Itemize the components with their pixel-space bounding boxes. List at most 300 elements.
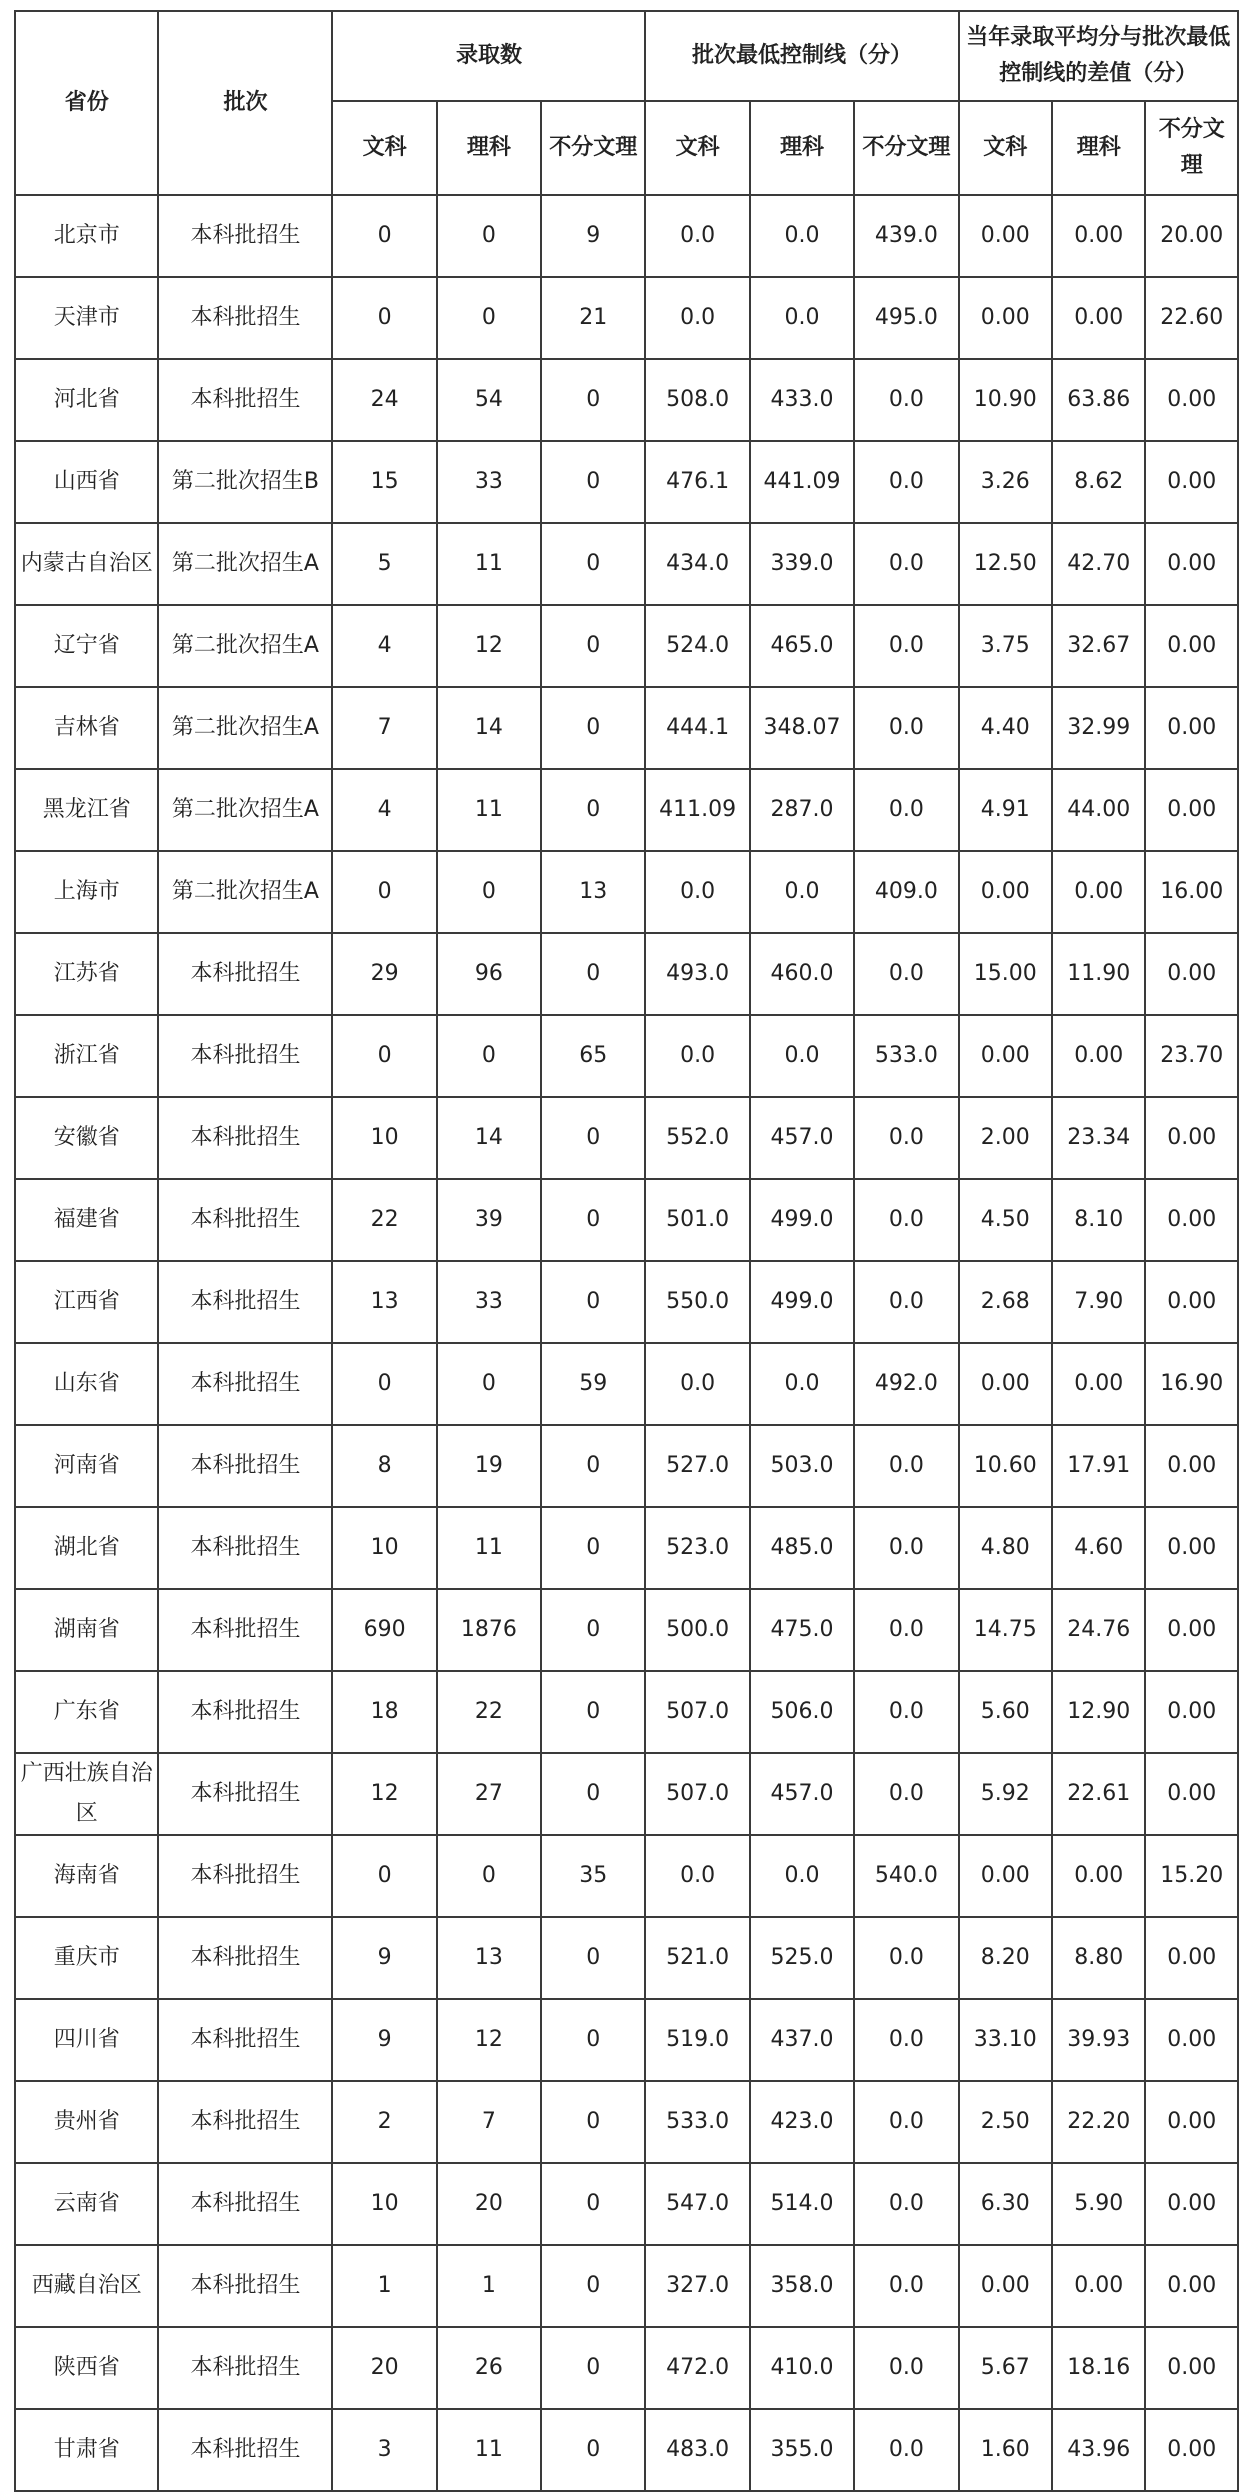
cell-diff-no-split: 15.20 bbox=[1145, 1835, 1238, 1917]
cell-admitted-no-split: 0 bbox=[541, 1507, 645, 1589]
cell-batch: 本科批招生 bbox=[158, 1999, 332, 2081]
cell-admitted-no-split: 9 bbox=[541, 195, 645, 277]
cell-admitted-liberal-arts: 10 bbox=[332, 1097, 436, 1179]
cell-line-science: 0.0 bbox=[750, 851, 854, 933]
cell-admitted-science: 33 bbox=[437, 441, 541, 523]
subheader-no-split: 不分文理 bbox=[854, 101, 958, 195]
cell-diff-no-split: 0.00 bbox=[1145, 1671, 1238, 1753]
admission-table bbox=[14, 10, 1239, 2492]
cell-province: 福建省 bbox=[15, 1179, 158, 1261]
subheader-science: 理科 bbox=[437, 101, 541, 195]
cell-admitted-liberal-arts: 18 bbox=[332, 1671, 436, 1753]
subheader-science: 理科 bbox=[1052, 101, 1145, 195]
cell-diff-science: 63.86 bbox=[1052, 359, 1145, 441]
cell-admitted-no-split: 0 bbox=[541, 605, 645, 687]
cell-admitted-no-split: 35 bbox=[541, 1835, 645, 1917]
cell-admitted-science: 11 bbox=[437, 523, 541, 605]
cell-admitted-no-split: 0 bbox=[541, 2327, 645, 2409]
cell-line-science: 287.0 bbox=[750, 769, 854, 851]
cell-diff-no-split: 0.00 bbox=[1145, 933, 1238, 1015]
table-row bbox=[15, 1425, 1238, 1507]
cell-province: 天津市 bbox=[15, 277, 158, 359]
cell-batch: 本科批招生 bbox=[158, 1835, 332, 1917]
header-province: 省份 bbox=[15, 11, 158, 195]
cell-line-liberal-arts: 0.0 bbox=[645, 1343, 749, 1425]
cell-line-liberal-arts: 527.0 bbox=[645, 1425, 749, 1507]
cell-province: 黑龙江省 bbox=[15, 769, 158, 851]
cell-batch: 本科批招生 bbox=[158, 1261, 332, 1343]
cell-diff-science: 32.67 bbox=[1052, 605, 1145, 687]
cell-admitted-science: 0 bbox=[437, 1835, 541, 1917]
cell-diff-no-split: 0.00 bbox=[1145, 1179, 1238, 1261]
cell-diff-liberal-arts: 15.00 bbox=[959, 933, 1052, 1015]
cell-admitted-science: 0 bbox=[437, 851, 541, 933]
cell-line-science: 358.0 bbox=[750, 2245, 854, 2327]
cell-diff-no-split: 0.00 bbox=[1145, 1507, 1238, 1589]
cell-admitted-science: 12 bbox=[437, 1999, 541, 2081]
cell-admitted-science: 1 bbox=[437, 2245, 541, 2327]
cell-diff-liberal-arts: 33.10 bbox=[959, 1999, 1052, 2081]
cell-line-science: 0.0 bbox=[750, 277, 854, 359]
cell-diff-no-split: 16.90 bbox=[1145, 1343, 1238, 1425]
cell-diff-science: 42.70 bbox=[1052, 523, 1145, 605]
cell-diff-liberal-arts: 14.75 bbox=[959, 1589, 1052, 1671]
cell-batch: 本科批招生 bbox=[158, 2081, 332, 2163]
cell-diff-liberal-arts: 4.40 bbox=[959, 687, 1052, 769]
cell-batch: 本科批招生 bbox=[158, 2327, 332, 2409]
cell-line-no-split: 0.0 bbox=[854, 2245, 958, 2327]
cell-line-liberal-arts: 476.1 bbox=[645, 441, 749, 523]
subheader-no-split: 不分文理 bbox=[1145, 101, 1238, 195]
table-row bbox=[15, 441, 1238, 523]
table-row bbox=[15, 1507, 1238, 1589]
cell-province: 江西省 bbox=[15, 1261, 158, 1343]
cell-batch: 本科批招生 bbox=[158, 359, 332, 441]
table-row bbox=[15, 1589, 1238, 1671]
cell-line-science: 506.0 bbox=[750, 1671, 854, 1753]
cell-admitted-no-split: 21 bbox=[541, 277, 645, 359]
cell-line-no-split: 0.0 bbox=[854, 605, 958, 687]
cell-line-science: 485.0 bbox=[750, 1507, 854, 1589]
cell-batch: 本科批招生 bbox=[158, 1507, 332, 1589]
cell-diff-liberal-arts: 12.50 bbox=[959, 523, 1052, 605]
cell-diff-no-split: 0.00 bbox=[1145, 1753, 1238, 1835]
cell-diff-no-split: 0.00 bbox=[1145, 769, 1238, 851]
cell-admitted-science: 39 bbox=[437, 1179, 541, 1261]
cell-admitted-no-split: 0 bbox=[541, 359, 645, 441]
cell-line-science: 465.0 bbox=[750, 605, 854, 687]
cell-admitted-no-split: 0 bbox=[541, 687, 645, 769]
cell-line-no-split: 0.0 bbox=[854, 523, 958, 605]
cell-batch: 本科批招生 bbox=[158, 1589, 332, 1671]
cell-diff-science: 8.80 bbox=[1052, 1917, 1145, 1999]
cell-line-science: 423.0 bbox=[750, 2081, 854, 2163]
table-row bbox=[15, 1343, 1238, 1425]
cell-diff-no-split: 0.00 bbox=[1145, 2327, 1238, 2409]
cell-admitted-no-split: 0 bbox=[541, 1999, 645, 2081]
cell-diff-liberal-arts: 2.00 bbox=[959, 1097, 1052, 1179]
cell-diff-liberal-arts: 8.20 bbox=[959, 1917, 1052, 1999]
cell-diff-science: 22.61 bbox=[1052, 1753, 1145, 1835]
table-row bbox=[15, 933, 1238, 1015]
cell-line-liberal-arts: 552.0 bbox=[645, 1097, 749, 1179]
cell-diff-science: 22.20 bbox=[1052, 2081, 1145, 2163]
cell-diff-liberal-arts: 3.26 bbox=[959, 441, 1052, 523]
cell-line-science: 499.0 bbox=[750, 1179, 854, 1261]
cell-diff-liberal-arts: 5.92 bbox=[959, 1753, 1052, 1835]
cell-line-liberal-arts: 500.0 bbox=[645, 1589, 749, 1671]
cell-province: 湖北省 bbox=[15, 1507, 158, 1589]
cell-diff-no-split: 0.00 bbox=[1145, 605, 1238, 687]
cell-admitted-liberal-arts: 9 bbox=[332, 1917, 436, 1999]
cell-line-liberal-arts: 0.0 bbox=[645, 1835, 749, 1917]
cell-province: 重庆市 bbox=[15, 1917, 158, 1999]
cell-admitted-science: 0 bbox=[437, 1343, 541, 1425]
cell-diff-liberal-arts: 4.80 bbox=[959, 1507, 1052, 1589]
cell-admitted-no-split: 0 bbox=[541, 441, 645, 523]
cell-admitted-liberal-arts: 4 bbox=[332, 769, 436, 851]
cell-batch: 本科批招生 bbox=[158, 1015, 332, 1097]
cell-batch: 第二批次招生A bbox=[158, 523, 332, 605]
cell-diff-science: 5.90 bbox=[1052, 2163, 1145, 2245]
cell-line-science: 0.0 bbox=[750, 195, 854, 277]
cell-admitted-no-split: 0 bbox=[541, 2245, 645, 2327]
cell-admitted-science: 0 bbox=[437, 195, 541, 277]
cell-admitted-science: 11 bbox=[437, 2409, 541, 2491]
cell-admitted-no-split: 0 bbox=[541, 1261, 645, 1343]
table-body bbox=[15, 195, 1238, 2491]
cell-admitted-liberal-arts: 2 bbox=[332, 2081, 436, 2163]
cell-line-science: 0.0 bbox=[750, 1015, 854, 1097]
cell-admitted-liberal-arts: 0 bbox=[332, 1343, 436, 1425]
cell-line-liberal-arts: 493.0 bbox=[645, 933, 749, 1015]
cell-diff-science: 44.00 bbox=[1052, 769, 1145, 851]
cell-diff-science: 43.96 bbox=[1052, 2409, 1145, 2491]
cell-diff-liberal-arts: 10.60 bbox=[959, 1425, 1052, 1507]
cell-province: 山西省 bbox=[15, 441, 158, 523]
cell-diff-liberal-arts: 3.75 bbox=[959, 605, 1052, 687]
cell-province: 辽宁省 bbox=[15, 605, 158, 687]
table-row bbox=[15, 769, 1238, 851]
cell-admitted-liberal-arts: 15 bbox=[332, 441, 436, 523]
cell-admitted-liberal-arts: 29 bbox=[332, 933, 436, 1015]
cell-line-liberal-arts: 0.0 bbox=[645, 277, 749, 359]
cell-admitted-liberal-arts: 1 bbox=[332, 2245, 436, 2327]
cell-line-no-split: 0.0 bbox=[854, 1589, 958, 1671]
cell-line-science: 437.0 bbox=[750, 1999, 854, 2081]
header-batch: 批次 bbox=[158, 11, 332, 195]
cell-line-liberal-arts: 444.1 bbox=[645, 687, 749, 769]
cell-admitted-science: 12 bbox=[437, 605, 541, 687]
cell-admitted-science: 96 bbox=[437, 933, 541, 1015]
cell-province: 西藏自治区 bbox=[15, 2245, 158, 2327]
cell-diff-no-split: 0.00 bbox=[1145, 1097, 1238, 1179]
cell-line-liberal-arts: 507.0 bbox=[645, 1753, 749, 1835]
cell-line-science: 355.0 bbox=[750, 2409, 854, 2491]
table-row bbox=[15, 687, 1238, 769]
cell-line-no-split: 0.0 bbox=[854, 1671, 958, 1753]
cell-province: 甘肃省 bbox=[15, 2409, 158, 2491]
table-row bbox=[15, 1835, 1238, 1917]
cell-diff-no-split: 0.00 bbox=[1145, 2163, 1238, 2245]
cell-admitted-liberal-arts: 12 bbox=[332, 1753, 436, 1835]
cell-batch: 本科批招生 bbox=[158, 1425, 332, 1507]
cell-province: 湖南省 bbox=[15, 1589, 158, 1671]
cell-line-liberal-arts: 434.0 bbox=[645, 523, 749, 605]
cell-admitted-science: 14 bbox=[437, 1097, 541, 1179]
cell-admitted-liberal-arts: 8 bbox=[332, 1425, 436, 1507]
table-row bbox=[15, 1097, 1238, 1179]
cell-diff-liberal-arts: 0.00 bbox=[959, 2245, 1052, 2327]
cell-admitted-no-split: 0 bbox=[541, 1179, 645, 1261]
cell-batch: 本科批招生 bbox=[158, 1753, 332, 1835]
cell-admitted-science: 11 bbox=[437, 1507, 541, 1589]
cell-province: 安徽省 bbox=[15, 1097, 158, 1179]
cell-line-liberal-arts: 472.0 bbox=[645, 2327, 749, 2409]
subheader-no-split: 不分文理 bbox=[541, 101, 645, 195]
cell-diff-no-split: 0.00 bbox=[1145, 2409, 1238, 2491]
cell-diff-no-split: 0.00 bbox=[1145, 687, 1238, 769]
cell-admitted-liberal-arts: 13 bbox=[332, 1261, 436, 1343]
cell-batch: 本科批招生 bbox=[158, 1671, 332, 1753]
cell-admitted-science: 0 bbox=[437, 1015, 541, 1097]
cell-province: 四川省 bbox=[15, 1999, 158, 2081]
cell-diff-liberal-arts: 1.60 bbox=[959, 2409, 1052, 2491]
cell-diff-science: 8.62 bbox=[1052, 441, 1145, 523]
cell-admitted-no-split: 0 bbox=[541, 2409, 645, 2491]
cell-diff-no-split: 0.00 bbox=[1145, 1425, 1238, 1507]
cell-province: 吉林省 bbox=[15, 687, 158, 769]
cell-batch: 本科批招生 bbox=[158, 2409, 332, 2491]
cell-admitted-science: 1876 bbox=[437, 1589, 541, 1671]
cell-diff-liberal-arts: 10.90 bbox=[959, 359, 1052, 441]
cell-line-no-split: 0.0 bbox=[854, 2409, 958, 2491]
cell-batch: 本科批招生 bbox=[158, 933, 332, 1015]
cell-line-no-split: 409.0 bbox=[854, 851, 958, 933]
cell-admitted-liberal-arts: 24 bbox=[332, 359, 436, 441]
cell-batch: 本科批招生 bbox=[158, 2163, 332, 2245]
cell-admitted-liberal-arts: 0 bbox=[332, 195, 436, 277]
cell-line-no-split: 0.0 bbox=[854, 1999, 958, 2081]
cell-admitted-liberal-arts: 9 bbox=[332, 1999, 436, 2081]
cell-line-liberal-arts: 483.0 bbox=[645, 2409, 749, 2491]
cell-admitted-no-split: 0 bbox=[541, 1097, 645, 1179]
cell-province: 北京市 bbox=[15, 195, 158, 277]
cell-province: 陕西省 bbox=[15, 2327, 158, 2409]
cell-line-liberal-arts: 519.0 bbox=[645, 1999, 749, 2081]
cell-batch: 本科批招生 bbox=[158, 1343, 332, 1425]
cell-line-science: 525.0 bbox=[750, 1917, 854, 1999]
cell-batch: 第二批次招生A bbox=[158, 687, 332, 769]
cell-line-no-split: 439.0 bbox=[854, 195, 958, 277]
cell-diff-science: 18.16 bbox=[1052, 2327, 1145, 2409]
cell-diff-science: 23.34 bbox=[1052, 1097, 1145, 1179]
cell-line-science: 410.0 bbox=[750, 2327, 854, 2409]
header-control-line: 批次最低控制线（分） bbox=[645, 11, 958, 101]
cell-diff-science: 7.90 bbox=[1052, 1261, 1145, 1343]
cell-admitted-no-split: 0 bbox=[541, 1753, 645, 1835]
cell-line-science: 441.09 bbox=[750, 441, 854, 523]
subheader-liberal-arts: 文科 bbox=[332, 101, 436, 195]
cell-line-science: 0.0 bbox=[750, 1835, 854, 1917]
cell-line-liberal-arts: 327.0 bbox=[645, 2245, 749, 2327]
cell-diff-science: 0.00 bbox=[1052, 277, 1145, 359]
cell-batch: 本科批招生 bbox=[158, 1097, 332, 1179]
table-row bbox=[15, 1015, 1238, 1097]
cell-province: 贵州省 bbox=[15, 2081, 158, 2163]
cell-diff-science: 0.00 bbox=[1052, 851, 1145, 933]
cell-diff-no-split: 0.00 bbox=[1145, 359, 1238, 441]
cell-diff-no-split: 0.00 bbox=[1145, 523, 1238, 605]
cell-admitted-no-split: 0 bbox=[541, 1671, 645, 1753]
cell-diff-science: 39.93 bbox=[1052, 1999, 1145, 2081]
cell-line-no-split: 0.0 bbox=[854, 1097, 958, 1179]
cell-line-science: 457.0 bbox=[750, 1753, 854, 1835]
cell-line-no-split: 0.0 bbox=[854, 1917, 958, 1999]
table-row bbox=[15, 605, 1238, 687]
cell-line-liberal-arts: 501.0 bbox=[645, 1179, 749, 1261]
cell-line-liberal-arts: 0.0 bbox=[645, 1015, 749, 1097]
table-row bbox=[15, 851, 1238, 933]
cell-diff-liberal-arts: 5.67 bbox=[959, 2327, 1052, 2409]
cell-diff-science: 0.00 bbox=[1052, 1015, 1145, 1097]
cell-batch: 第二批次招生A bbox=[158, 605, 332, 687]
cell-admitted-no-split: 0 bbox=[541, 1589, 645, 1671]
cell-line-no-split: 0.0 bbox=[854, 2163, 958, 2245]
cell-province: 海南省 bbox=[15, 1835, 158, 1917]
cell-admitted-liberal-arts: 7 bbox=[332, 687, 436, 769]
cell-province: 浙江省 bbox=[15, 1015, 158, 1097]
cell-diff-science: 12.90 bbox=[1052, 1671, 1145, 1753]
cell-line-science: 348.07 bbox=[750, 687, 854, 769]
cell-line-no-split: 0.0 bbox=[854, 1425, 958, 1507]
cell-diff-science: 11.90 bbox=[1052, 933, 1145, 1015]
cell-admitted-science: 14 bbox=[437, 687, 541, 769]
header-difference: 当年录取平均分与批次最低控制线的差值（分） bbox=[959, 11, 1238, 101]
cell-line-no-split: 0.0 bbox=[854, 1179, 958, 1261]
admission-table-sheet bbox=[14, 10, 1239, 2465]
cell-diff-liberal-arts: 5.60 bbox=[959, 1671, 1052, 1753]
cell-line-liberal-arts: 411.09 bbox=[645, 769, 749, 851]
table-row bbox=[15, 359, 1238, 441]
table-row bbox=[15, 1917, 1238, 1999]
cell-province: 山东省 bbox=[15, 1343, 158, 1425]
cell-line-no-split: 0.0 bbox=[854, 1507, 958, 1589]
cell-admitted-science: 0 bbox=[437, 277, 541, 359]
cell-diff-liberal-arts: 0.00 bbox=[959, 1015, 1052, 1097]
cell-admitted-liberal-arts: 0 bbox=[332, 277, 436, 359]
cell-line-no-split: 533.0 bbox=[854, 1015, 958, 1097]
cell-line-no-split: 0.0 bbox=[854, 933, 958, 1015]
cell-batch: 本科批招生 bbox=[158, 2245, 332, 2327]
cell-batch: 第二批次招生A bbox=[158, 769, 332, 851]
cell-diff-no-split: 0.00 bbox=[1145, 2081, 1238, 2163]
cell-admitted-no-split: 0 bbox=[541, 523, 645, 605]
cell-admitted-liberal-arts: 10 bbox=[332, 2163, 436, 2245]
cell-diff-no-split: 0.00 bbox=[1145, 1589, 1238, 1671]
cell-admitted-science: 26 bbox=[437, 2327, 541, 2409]
cell-diff-liberal-arts: 2.50 bbox=[959, 2081, 1052, 2163]
cell-admitted-science: 33 bbox=[437, 1261, 541, 1343]
subheader-liberal-arts: 文科 bbox=[959, 101, 1052, 195]
cell-admitted-science: 13 bbox=[437, 1917, 541, 1999]
cell-diff-no-split: 20.00 bbox=[1145, 195, 1238, 277]
cell-line-liberal-arts: 547.0 bbox=[645, 2163, 749, 2245]
header-admitted: 录取数 bbox=[332, 11, 645, 101]
cell-line-liberal-arts: 507.0 bbox=[645, 1671, 749, 1753]
cell-line-no-split: 0.0 bbox=[854, 687, 958, 769]
table-row bbox=[15, 277, 1238, 359]
table-row bbox=[15, 2409, 1238, 2491]
cell-admitted-science: 22 bbox=[437, 1671, 541, 1753]
cell-admitted-liberal-arts: 20 bbox=[332, 2327, 436, 2409]
cell-admitted-no-split: 65 bbox=[541, 1015, 645, 1097]
cell-batch: 第二批次招生B bbox=[158, 441, 332, 523]
cell-diff-liberal-arts: 6.30 bbox=[959, 2163, 1052, 2245]
subheader-science: 理科 bbox=[750, 101, 854, 195]
table-row bbox=[15, 2245, 1238, 2327]
cell-line-liberal-arts: 508.0 bbox=[645, 359, 749, 441]
cell-admitted-liberal-arts: 3 bbox=[332, 2409, 436, 2491]
cell-admitted-science: 19 bbox=[437, 1425, 541, 1507]
cell-line-liberal-arts: 524.0 bbox=[645, 605, 749, 687]
cell-line-no-split: 0.0 bbox=[854, 1261, 958, 1343]
cell-admitted-liberal-arts: 0 bbox=[332, 1835, 436, 1917]
cell-admitted-liberal-arts: 0 bbox=[332, 851, 436, 933]
cell-admitted-liberal-arts: 22 bbox=[332, 1179, 436, 1261]
cell-diff-no-split: 0.00 bbox=[1145, 2245, 1238, 2327]
cell-diff-science: 0.00 bbox=[1052, 1343, 1145, 1425]
cell-line-science: 433.0 bbox=[750, 359, 854, 441]
cell-diff-no-split: 23.70 bbox=[1145, 1015, 1238, 1097]
table-row bbox=[15, 1261, 1238, 1343]
subheader-liberal-arts: 文科 bbox=[645, 101, 749, 195]
cell-diff-no-split: 0.00 bbox=[1145, 441, 1238, 523]
cell-diff-no-split: 0.00 bbox=[1145, 1261, 1238, 1343]
cell-line-no-split: 0.0 bbox=[854, 2327, 958, 2409]
cell-diff-science: 8.10 bbox=[1052, 1179, 1145, 1261]
table-row bbox=[15, 523, 1238, 605]
cell-admitted-no-split: 0 bbox=[541, 2163, 645, 2245]
cell-line-no-split: 0.0 bbox=[854, 441, 958, 523]
cell-admitted-liberal-arts: 0 bbox=[332, 1015, 436, 1097]
cell-diff-science: 24.76 bbox=[1052, 1589, 1145, 1671]
cell-line-science: 514.0 bbox=[750, 2163, 854, 2245]
cell-admitted-no-split: 0 bbox=[541, 1425, 645, 1507]
cell-line-no-split: 495.0 bbox=[854, 277, 958, 359]
cell-diff-science: 0.00 bbox=[1052, 2245, 1145, 2327]
cell-admitted-liberal-arts: 690 bbox=[332, 1589, 436, 1671]
cell-diff-science: 0.00 bbox=[1052, 1835, 1145, 1917]
table-row bbox=[15, 1671, 1238, 1753]
table-row bbox=[15, 1999, 1238, 2081]
table-row bbox=[15, 195, 1238, 277]
cell-line-liberal-arts: 523.0 bbox=[645, 1507, 749, 1589]
cell-diff-liberal-arts: 4.91 bbox=[959, 769, 1052, 851]
cell-line-no-split: 0.0 bbox=[854, 1753, 958, 1835]
cell-admitted-science: 7 bbox=[437, 2081, 541, 2163]
cell-province: 河南省 bbox=[15, 1425, 158, 1507]
cell-batch: 本科批招生 bbox=[158, 1179, 332, 1261]
cell-line-science: 499.0 bbox=[750, 1261, 854, 1343]
table-row bbox=[15, 2081, 1238, 2163]
cell-admitted-science: 11 bbox=[437, 769, 541, 851]
cell-line-no-split: 540.0 bbox=[854, 1835, 958, 1917]
cell-diff-science: 4.60 bbox=[1052, 1507, 1145, 1589]
cell-diff-science: 17.91 bbox=[1052, 1425, 1145, 1507]
cell-line-science: 0.0 bbox=[750, 1343, 854, 1425]
cell-batch: 第二批次招生A bbox=[158, 851, 332, 933]
